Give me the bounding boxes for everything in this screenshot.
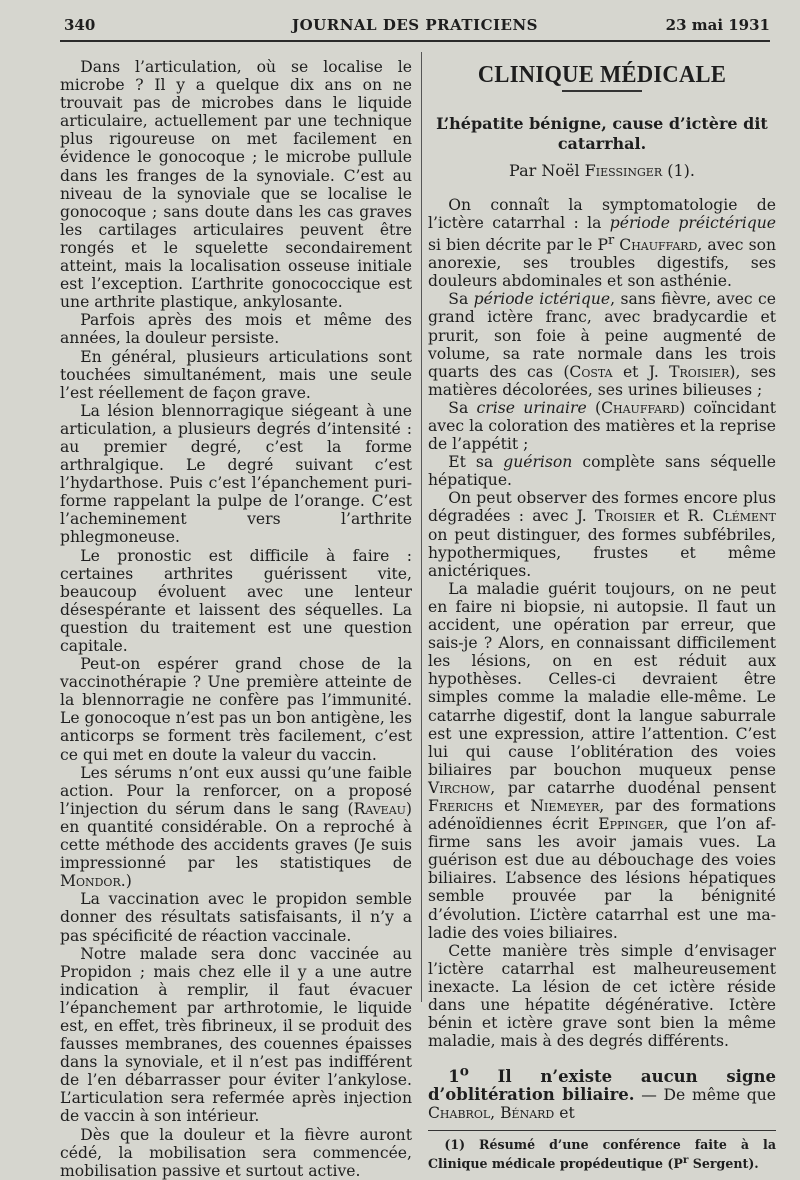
right-column: [428, 58, 776, 1171]
author-name: Eppinger: [598, 815, 664, 834]
paragraph: Notre malade sera donc vaccinée au Propidon ; mais chez elle il y a une autre indication à remplir, il faut évacuer l’épanchement par arthrotomie, le liquide est, en effet, très fibrineux, il se produit des fausses membranes, des couennes épaisses dans la synoviale, et il n’est pas indifférent de l’en débarrasser pour éviter l’ankylose. L’articulation sera refermée après injection de vaccin à son intérieur.: [60, 944, 412, 1126]
author-name: Mondor: [60, 872, 121, 891]
paragraph: Et sa guérison complète sans séquelle hépatique.: [428, 453, 776, 490]
author-name: Raveau: [353, 799, 406, 818]
author-name: Troisier: [669, 362, 730, 381]
author-name: Bénard: [500, 1103, 555, 1122]
page-number: 340: [64, 16, 96, 34]
paragraph: La maladie guérit toujours, on ne peut en faire ni biopsie, ni autopsie. Il faut un accident, une opération par erreur, que sais-je ? Alors, en connaissant difficilement les lésions, on en est réduit aux hypothèses. Celles-ci devraient être simples comme la maladie elle-même. Le catarrhe digestif, dont la langue saburrale est une expression, attire l’attention. C’est lui qui cause l’oblitération des voies biliaires par bouchon muqueux pense Virchow, par catarrhe duodénal pensent Frerichs et Niemeyer, par des formations adénoïdiennes écrit Eppinger, que l’on affirme sans les avoir jamais vues. La guérison est due au débouchage des voies biliaires. L’absence des lésions hépatiques semble prouvée par la bénignité d’évolution. L’ictère catarrhal est une maladie des voies biliaires.: [428, 579, 776, 942]
paragraph: Dès que la douleur et la fièvre auront cédé, la mobilisation sera commencée, mobilisation passive et surtout active.: [60, 1125, 412, 1180]
paragraph: Les sérums n’ont eux aussi qu’une faible action. Pour la renforcer, on a proposé l’injection du sérum dans le sang (Raveau) en quantité considérable. On a reproché à cette méthode des accidents graves (Je suis impressionné par les statistiques de Mondor.): [60, 763, 412, 891]
author-name: Frerichs: [428, 796, 494, 815]
author-name: Chauffard: [601, 398, 680, 417]
journal-title: JOURNAL DES PRATICIENS: [292, 16, 538, 34]
paragraph: Sa période ictérique, sans fièvre, avec ce grand ictère franc, avec bradycardie et prurit, son foie à peine augmenté de volume, sa rate normale dans les trois quarts des cas (Costa et J. Troisier), ses matières décolorées, ses urines bilieuses ;: [428, 290, 776, 399]
issue-date: 23 mai 1931: [665, 16, 770, 34]
paragraph: On peut observer des formes encore plus dégradées : avec J. Troisier et R. Clément on peut distinguer, des formes subfébriles, hypothermiques, frustes et même anictériques.: [428, 489, 776, 580]
paragraph: 1$^o$ Il n’existe aucun signe d’oblitération biliaire. — De même que Chabrol, Bénard et: [428, 1063, 776, 1122]
author-name: Chabrol: [428, 1103, 491, 1122]
paragraph: Dans l’articulation, où se localise le microbe ? Il y a quelque dix ans on ne trouvait pas de microbes dans le liquide articulaire, actuellement par une technique plus rigoureuse on met facilement en évidence le gonocoque ; le microbe pullule dans les franges de la synoviale. C’est au niveau de la synoviale que se localise le gonocoque ; sans doute dans les cas graves les cartilages articulaires peuvent être rongés et le squelette secondairement atteint, mais la localisation osseuse initiale est l’exception. L’arthrite gonococcique est une arthrite plastique, ankylosante.: [60, 58, 412, 312]
author-name: Clément: [712, 507, 776, 526]
column-divider: [421, 52, 422, 1002]
paragraph: Cette manière très simple d’envisager l’ictère catarrhal est malheureusement inexacte. La lésion de cet ictère réside dans une hépatite dégénérative. Ictère bénin et ictère grave sont bien la même maladie, mais à des degrés différents.: [428, 941, 776, 1051]
footnote-rule: [428, 1130, 776, 1131]
paragraph: Le pronostic est difficile à faire : certaines arthrites guérissent vite, beaucoup évoluent avec une lenteur désespérante et laissent des séquelles. La question du traitement est une question capitale.: [60, 546, 412, 655]
author-name: Virchow: [428, 778, 491, 797]
paragraph: En général, plusieurs articulations sont touchées simultanément, mais une seule l’est réellement de façon grave.: [60, 347, 412, 402]
running-header: [60, 16, 770, 38]
article-title: L’hépatite bénigne, cause d’ictère dit catarrhal.: [436, 113, 768, 153]
author-name: Fiessinger: [584, 160, 663, 180]
title-rule: [562, 90, 642, 92]
header-rule: [60, 40, 770, 42]
paragraph: La lésion blennorragique siégeant à une articulation, a plusieurs degrés d’intensité : au premier degré, c’est la forme arthralgique. Le degré suivant c’est l’hydarthose. Puis c’est l’épanchement puriforme rappelant la pulpe de l’orange. C’est l’acheminement vers l’arthrite phlegmoneuse.: [60, 401, 412, 547]
left-column: [60, 58, 412, 1180]
paragraph: Peut-on espérer grand chose de la vaccinothérapie ? Une première atteinte de la blennorragie ne confère pas l’immunité. Le gonocoque n’est pas un bon antigène, les anticorps se forment très facilement, c’est ce qui met en doute la valeur du vaccin.: [60, 655, 412, 764]
author-name: Costa: [569, 362, 613, 381]
paragraph: Parfois après des mois et même des années, la douleur persiste.: [60, 311, 412, 348]
subsection-heading: 1$^o$ Il n’existe aucun signe d’oblitération biliaire.: [428, 1063, 776, 1104]
paragraph: Sa crise urinaire (Chauffard) coïncidant avec la coloration des matières et la reprise de l’appétit ;: [428, 398, 777, 454]
footnote: (1) Résumé d’une conférence faite à la Clinique médicale propédeutique ($P^r$ Sergent).: [428, 1137, 776, 1171]
paragraph: On connaît la symptomatologie de l’ictère catarrhal : la période préictérique si bien décrite par le $P^r$ Chauffard, avec son anorexie, ses troubles digestifs, ses douleurs abdominales et son asthénie.: [428, 195, 776, 291]
author-name: Chauffard: [619, 236, 698, 255]
author-name: Niemeyer: [530, 796, 600, 815]
section-title: CLINIQUE MÉDICALE: [477, 61, 727, 88]
author-name: Troisier: [595, 507, 656, 526]
byline: Par Noël Fiessinger (1).: [509, 160, 695, 180]
paragraph: La vaccination avec le propidon semble donner des résultats satisfaisants, il n’y a pas spécificité de réaction vaccinale.: [60, 890, 412, 945]
